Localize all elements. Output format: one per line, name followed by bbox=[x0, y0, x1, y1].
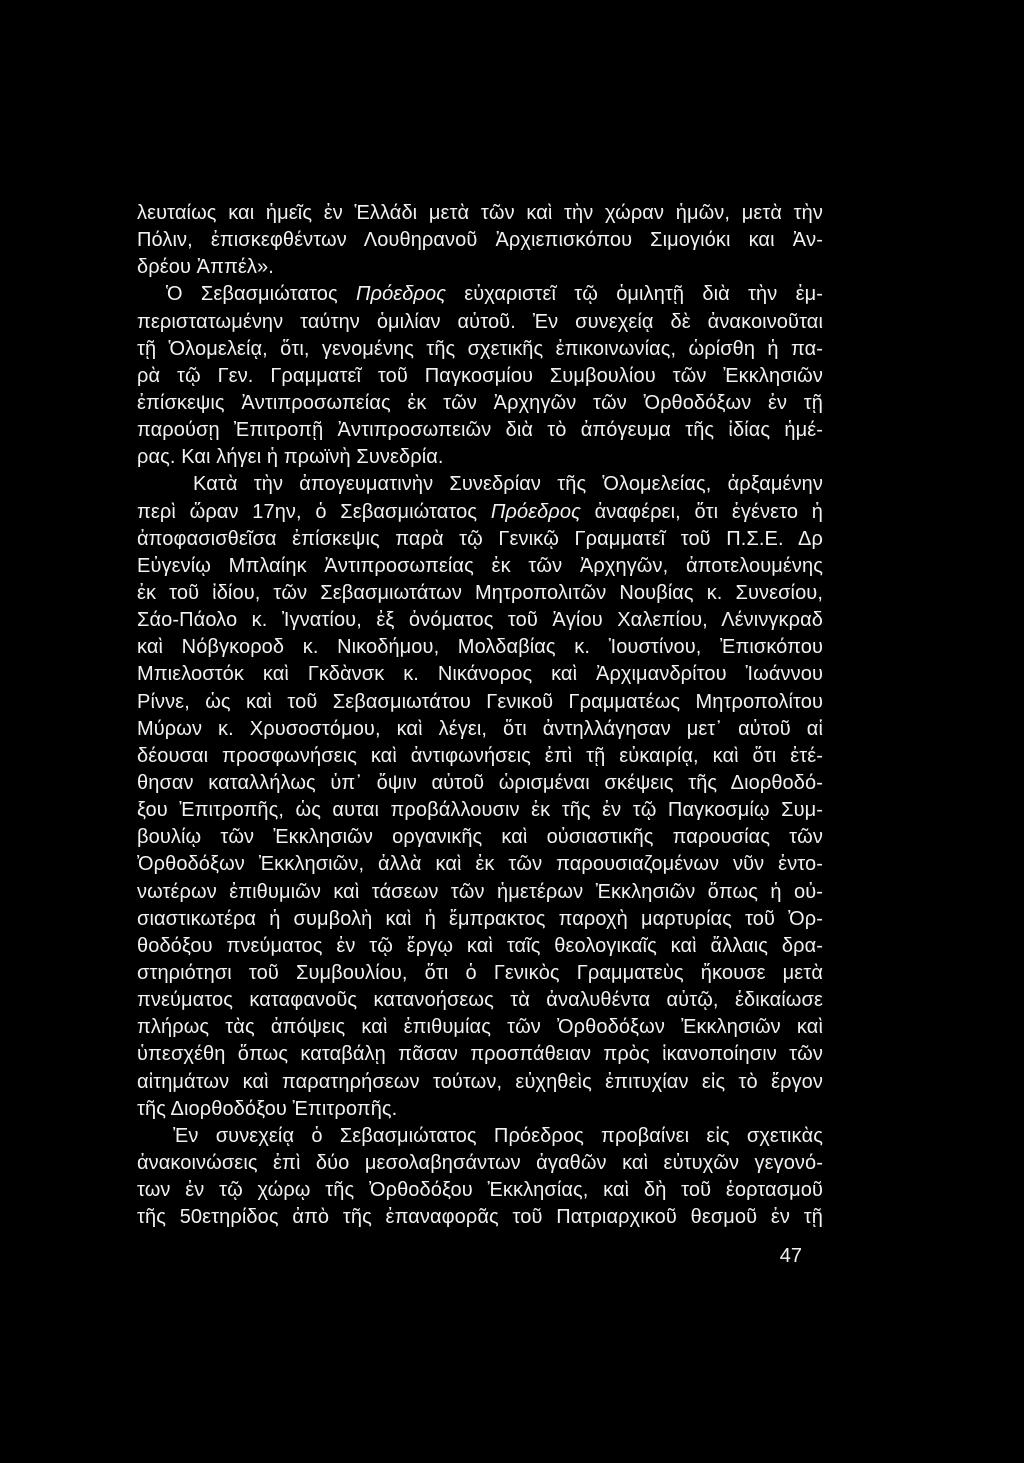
text-segment: Σάο-Πάολο κ. Ἰγνατίου, ἐξ ὀνόματος τοῦ Ἁγίου Χαλεπίου, Λένινγκραδ bbox=[137, 609, 823, 632]
text-segment: ἀναφέρει, ὅτι ἐγένετο ἡ bbox=[580, 500, 824, 523]
text-line bbox=[137, 661, 823, 688]
body-text bbox=[137, 200, 823, 1231]
text-segment: Μύρων κ. Χρυσοστόμου, καὶ λέγει, ὅτι ἀντηλλάγησαν μετ᾿ αὐτοῦ αἱ bbox=[137, 717, 823, 740]
text-segment: στηριότησι τοῦ Συμβουλίου, ὅτι ὁ Γενικὸς Γραμματεὺς ἤκουσε μετὰ bbox=[137, 961, 823, 984]
text-line bbox=[137, 743, 823, 770]
text-line bbox=[137, 281, 823, 308]
text-line bbox=[137, 987, 823, 1014]
text-segment: Πόλιν, ἐπισκεφθέντων Λουθηρανοῦ Ἀρχιεπισκόπου Σιμογιόκι και Ἀν- bbox=[137, 229, 823, 252]
text-line bbox=[137, 1177, 823, 1204]
text-segment: ὑπεσχέθη ὅπως καταβάλῃ πᾶσαν προσπάθειαν πρὸς ἱκανοποίησιν τῶν bbox=[137, 1043, 823, 1066]
text-segment: πνεύματος καταφανοῦς κατανοήσεως τὰ ἀναλυθέντα αὐτῷ, ἐδικαίωσε bbox=[137, 989, 823, 1012]
text-segment: περὶ ὥραν 17ην, ὁ Σεβασμιώτατος bbox=[137, 500, 491, 523]
text-line bbox=[137, 580, 823, 607]
text-segment: αἰτημάτων καὶ παρατηρήσεων τούτων, εὐχηθεὶς ἐπιτυχίαν εἰς τὸ ἔργον bbox=[137, 1070, 823, 1093]
text-line bbox=[137, 471, 823, 498]
text-line bbox=[137, 933, 823, 960]
text-line bbox=[137, 526, 823, 553]
text-segment: ἀποφασισθεῖσα ἐπίσκεψις παρὰ τῷ Γενικῷ Γραμματεῖ τοῦ Π.Σ.Ε. Δρ bbox=[137, 527, 823, 550]
text-line bbox=[137, 851, 823, 878]
text-line bbox=[137, 634, 823, 661]
text-line bbox=[137, 1069, 823, 1096]
text-segment: ρὰ τῷ Γεν. Γραμματεῖ τοῦ Παγκοσμίου Συμβουλίου τῶν Ἐκκλησιῶν bbox=[137, 364, 823, 387]
text-segment: θοδόξου πνεύματος ἐν τῷ ἔργῳ καὶ ταῖς θεολογικαῖς καὶ ἄλλαις δρα- bbox=[137, 934, 823, 957]
text-segment: ρας. Και λήγει ἡ πρωϊνὴ Συνεδρία. bbox=[137, 446, 444, 469]
text-segment: εὐχαριστεῖ τῷ ὁμιλητῇ διὰ τὴν ἐμ- bbox=[446, 283, 823, 306]
text-segment: σιαστικωτέρα ἡ συμβολὴ καὶ ἡ ἔμπρακτος παροχὴ μαρτυρίας τοῦ Ὀρ- bbox=[137, 907, 823, 930]
text-line bbox=[137, 444, 823, 471]
text-segment: δρέου Ἀππέλ». bbox=[137, 256, 274, 279]
paragraph bbox=[137, 1123, 823, 1232]
text-segment: τῆς 50ετηρίδος ἀπὸ τῆς ἐπαναφορᾶς τοῦ Πατριαρχικοῦ θεσμοῦ ἐν τῇ bbox=[137, 1206, 823, 1229]
text-segment: λευταίως και ἡμεῖς ἐν Ἑλλάδι μετὰ τῶν καὶ τὴν χώραν ἡμῶν, μετὰ τὴν bbox=[137, 202, 823, 224]
text-line bbox=[137, 363, 823, 390]
page-number: 47 bbox=[779, 1245, 802, 1267]
paragraph bbox=[137, 200, 823, 281]
text-line bbox=[137, 200, 823, 227]
text-segment: νωτέρων ἐπιθυμιῶν καὶ τάσεων τῶν ἡμετέρων Ἐκκλησιῶν ὅπως ἡ οὐ- bbox=[137, 880, 823, 903]
text-segment: ἐκ τοῦ ἰδίου, τῶν Σεβασμιωτάτων Μητροπολιτῶν Νουβίας κ. Συνεσίου, bbox=[137, 581, 823, 604]
text-line bbox=[137, 499, 823, 526]
paragraph bbox=[137, 471, 823, 1122]
text-line bbox=[137, 824, 823, 851]
emphasis-text: Πρόεδρος bbox=[490, 500, 581, 523]
text-segment: των ἐν τῷ χώρῳ τῆς Ὀρθοδόξου Ἐκκλησίας, καὶ δὴ τοῦ ἑορτασμοῦ bbox=[137, 1179, 823, 1202]
text-line bbox=[137, 716, 823, 743]
text-segment: τῇ Ὁλομελείᾳ, ὅτι, γενομένης τῆς σχετικῆς ἐπικοινωνίας, ὡρίσθη ἡ πα- bbox=[137, 337, 823, 360]
text-segment: πλήρως τὰς ἀπόψεις καὶ ἐπιθυμίας τῶν Ὀρθοδόξων Ἐκκλησιῶν καὶ bbox=[137, 1016, 823, 1039]
text-line bbox=[137, 1096, 823, 1123]
text-line bbox=[137, 1014, 823, 1041]
text-line bbox=[137, 607, 823, 634]
text-line bbox=[137, 960, 823, 987]
text-line bbox=[137, 336, 823, 363]
text-segment: Μπιελοστόκ καὶ Γκδὰνσκ κ. Νικάνορος καὶ Ἀρχιμανδρίτου Ἰωάννου bbox=[137, 663, 823, 686]
text-segment: ἐπίσκεψις Ἀντιπροσωπείας ἐκ τῶν Ἀρχηγῶν τῶν Ὀρθοδόξων ἐν τῇ bbox=[137, 391, 823, 414]
text-segment: Εὐγενίῳ Μπλαίηκ Ἀντιπροσωπείας ἐκ τῶν Ἀρχηγῶν, ἀποτελουμένης bbox=[137, 554, 823, 577]
text-segment: Ἐν συνεχείᾳ ὁ Σεβασμιώτατος Πρόεδρος προβαίνει εἰς σχετικὰς bbox=[173, 1124, 823, 1147]
text-line bbox=[137, 1150, 823, 1177]
emphasis-text: Πρόεδρος bbox=[355, 283, 447, 306]
text-line bbox=[137, 553, 823, 580]
text-segment: παρούσῃ Ἐπιτροπῇ Ἀντιπροσωπειῶν διὰ τὸ ἀπόγευμα τῆς ἰδίας ἡμέ- bbox=[137, 419, 823, 442]
text-line bbox=[137, 1041, 823, 1068]
text-line bbox=[137, 309, 823, 336]
text-line bbox=[137, 879, 823, 906]
text-line bbox=[137, 906, 823, 933]
text-line bbox=[137, 1123, 823, 1150]
text-line bbox=[137, 417, 823, 444]
text-segment: περιστατωμένην ταύτην ὁμιλίαν αὐτοῦ. Ἐν συνεχείᾳ δὲ ἀνακοινοῦται bbox=[137, 310, 823, 333]
text-line bbox=[137, 797, 823, 824]
text-line bbox=[137, 689, 823, 716]
text-line bbox=[137, 227, 823, 254]
text-segment: ξου Ἐπιτροπῆς, ὡς αυται προβάλλουσιν ἐκ τῆς ἐν τῷ Παγκοσμίῳ Συμ- bbox=[137, 799, 823, 822]
text-segment: βουλίῳ τῶν Ἐκκλησιῶν οργανικῆς καὶ οὐσιαστικῆς παρουσίας τῶν bbox=[137, 826, 823, 849]
text-segment: θησαν καταλλήλως ὑπ᾿ ὄψιν αὐτοῦ ὡρισμέναι σκέψεις τῆς Διορθοδό- bbox=[137, 771, 823, 794]
text-segment: δέουσαι προσφωνήσεις καὶ ἀντιφωνήσεις ἐπὶ τῇ εὐκαιρίᾳ, καὶ ὅτι ἐτέ- bbox=[137, 744, 823, 767]
text-line bbox=[137, 1204, 823, 1231]
paragraph bbox=[137, 281, 823, 471]
text-segment: καὶ Νόβγκοροδ κ. Νικοδήμου, Μολδαβίας κ. Ἰουστίνου, Ἐπισκόπου bbox=[137, 636, 823, 659]
text-segment: Ὁ Σεβασμιώτατος bbox=[166, 283, 356, 306]
text-line bbox=[137, 390, 823, 417]
text-segment: Ὀρθοδόξων Ἐκκλησιῶν, ἀλλὰ καὶ ἐκ τῶν παρουσιαζομένων νῦν ἐντο- bbox=[137, 853, 823, 876]
text-line bbox=[137, 770, 823, 797]
text-segment: ἀνακοινώσεις ἐπὶ δύο μεσολαβησάντων ἀγαθῶν καὶ εὐτυχῶν γεγονό- bbox=[137, 1151, 823, 1174]
text-segment: Ρίννε, ὡς καὶ τοῦ Σεβασμιωτάτου Γενικοῦ Γραμματέως Μητροπολίτου bbox=[137, 690, 823, 713]
text-segment: τῆς Διορθοδόξου Ἐπιτροπῆς. bbox=[137, 1097, 398, 1120]
text-line bbox=[137, 254, 823, 281]
text-segment: Κατὰ τὴν ἀπογευματινὴν Συνεδρίαν τῆς Ὁλομελείας, ἀρξαμένην bbox=[193, 473, 823, 496]
